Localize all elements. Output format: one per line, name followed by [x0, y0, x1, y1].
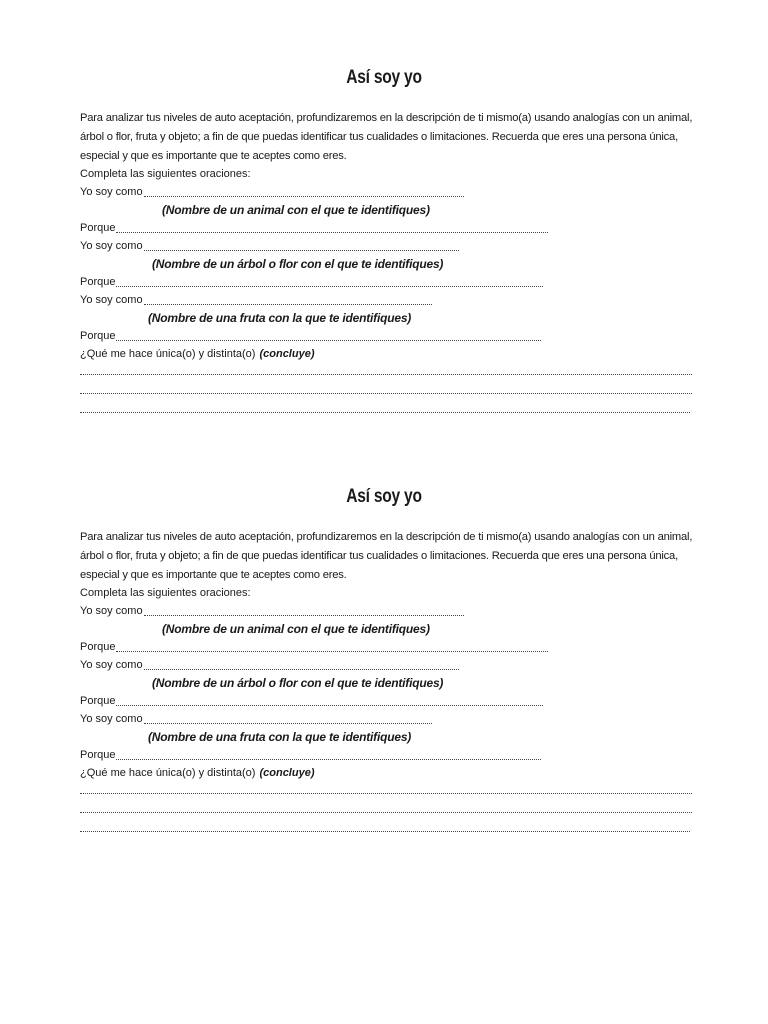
answer-blank[interactable]: [144, 668, 459, 670]
conclusion-line-2[interactable]: [80, 392, 692, 394]
prompt-label: Porque: [80, 330, 116, 342]
answer-blank[interactable]: [116, 231, 548, 233]
worksheet-title: Así soy yo: [346, 486, 422, 507]
answer-blank[interactable]: [116, 704, 543, 706]
conclusion-line-1[interactable]: [80, 792, 692, 794]
instruction-text: Completa las siguientes oraciones:: [80, 168, 251, 180]
prompt-label: Porque: [80, 641, 116, 653]
hint-fruta: (Nombre de una fruta con la que te identifiques): [148, 311, 412, 325]
porque-arbol-line: [80, 273, 543, 291]
prompt-label: Yo soy como: [80, 659, 143, 671]
prompt-label: Porque: [80, 695, 116, 707]
question-text: ¿Qué me hace única(o) y distinta(o): [80, 348, 256, 360]
porque-fruta-line: [80, 327, 541, 345]
conclusion-line-2[interactable]: [80, 811, 692, 813]
porque-arbol-line: [80, 692, 543, 710]
instruction-text: Completa las siguientes oraciones:: [80, 587, 251, 599]
answer-blank[interactable]: [116, 758, 541, 760]
question-text: ¿Qué me hace única(o) y distinta(o): [80, 767, 256, 779]
answer-blank[interactable]: [144, 249, 459, 251]
answer-blank[interactable]: [144, 722, 432, 724]
prompt-label: Yo soy como: [80, 713, 143, 725]
instruction-line: [80, 165, 251, 183]
prompt-label: Porque: [80, 276, 116, 288]
instruction-line: [80, 584, 251, 602]
porque-animal-line: [80, 638, 548, 656]
question-line: [80, 345, 314, 363]
prompt-label: Yo soy como: [80, 605, 143, 617]
conclude-label: (concluye): [259, 348, 315, 360]
prompt-label: Yo soy como: [80, 294, 143, 306]
worksheet-1: [0, 0, 768, 400]
yo-soy-arbol-line: [80, 237, 459, 255]
conclusion-line-3[interactable]: [80, 411, 690, 413]
yo-soy-arbol-line: [80, 656, 459, 674]
intro-paragraph: Para analizar tus niveles de auto aceptación, profundizaremos en la descripción de ti mismo(a) usando analogías con un animal, árbol o flor, fruta y objeto; a fin de que puedas identificar tus cualidades o limitaciones. Recuerda que eres una persona única, especial y que es importante que te aceptes como eres.: [80, 112, 693, 162]
yo-soy-fruta-line: [80, 291, 432, 309]
prompt-label: Yo soy como: [80, 186, 143, 198]
answer-blank[interactable]: [116, 285, 543, 287]
porque-animal-line: [80, 219, 548, 237]
answer-blank[interactable]: [144, 195, 464, 197]
yo-soy-animal-line: [80, 602, 464, 620]
conclude-label: (concluye): [259, 767, 315, 779]
hint-arbol: (Nombre de un árbol o flor con el que te identifiques): [152, 676, 444, 690]
answer-blank[interactable]: [116, 339, 541, 341]
conclusion-line-3[interactable]: [80, 830, 690, 832]
prompt-label: Porque: [80, 222, 116, 234]
answer-blank[interactable]: [144, 614, 464, 616]
yo-soy-fruta-line: [80, 710, 432, 728]
answer-blank[interactable]: [116, 650, 548, 652]
porque-fruta-line: [80, 746, 541, 764]
hint-animal: (Nombre de un animal con el que te identifiques): [162, 203, 430, 217]
worksheet-title: Así soy yo: [346, 67, 422, 88]
prompt-label: Porque: [80, 749, 116, 761]
prompt-label: Yo soy como: [80, 240, 143, 252]
hint-animal: (Nombre de un animal con el que te identifiques): [162, 622, 430, 636]
conclusion-line-1[interactable]: [80, 373, 692, 375]
intro-paragraph: Para analizar tus niveles de auto aceptación, profundizaremos en la descripción de ti mismo(a) usando analogías con un animal, árbol o flor, fruta y objeto; a fin de que puedas identificar tus cualidades o limitaciones. Recuerda que eres una persona única, especial y que es importante que te aceptes como eres.: [80, 531, 693, 581]
yo-soy-animal-line: [80, 183, 464, 201]
answer-blank[interactable]: [144, 303, 432, 305]
question-line: [80, 764, 314, 782]
hint-arbol: (Nombre de un árbol o flor con el que te identifiques): [152, 257, 444, 271]
worksheet-2: [0, 419, 768, 819]
hint-fruta: (Nombre de una fruta con la que te identifiques): [148, 730, 412, 744]
